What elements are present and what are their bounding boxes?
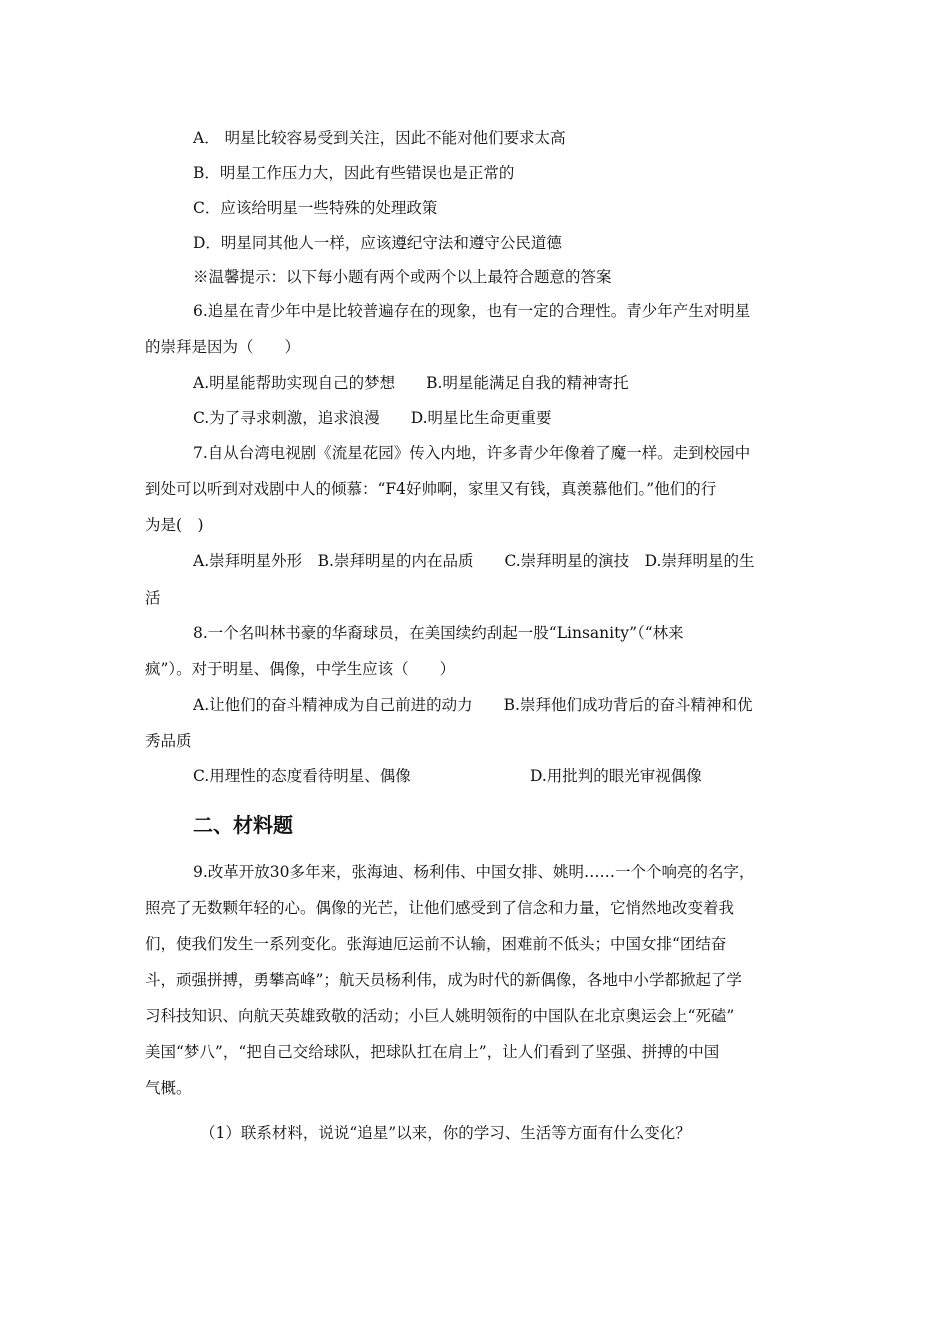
q9-line1: 9.改革开放30多年来，张海迪、杨利伟、中国女排、姚明……一个个响亮的名字，: [193, 863, 755, 881]
q8-option-d: D.用批判的眼光审视偶像: [530, 767, 702, 785]
section-heading: 二、材料题: [193, 813, 293, 837]
q6-stem-line2: 的崇拜是因为（ ）: [145, 338, 301, 356]
q8-options-line1: A.让他们的奋斗精神成为自己前进的动力 B.崇拜他们成功背后的奋斗精神和优: [193, 696, 753, 714]
q7-stem-line2: 到处可以听到对戏剧中人的倾慕：“F4好帅啊，家里又有钱，真羡慕他们。”他们的行: [145, 480, 717, 498]
q5-option-a: A． 明星比较容易受到关注，因此不能对他们要求太高: [193, 129, 566, 147]
q9-line4: 斗，顽强拼搏，勇攀高峰”；航天员杨利伟，成为时代的新偶像，各地中小学都掀起了学: [145, 971, 742, 989]
q7-stem-line1: 7.自从台湾电视剧《流星花园》传入内地，许多青少年像着了魔一样。走到校园中: [193, 444, 751, 462]
q9-line2: 照亮了无数颗年轻的心。偶像的光芒，让他们感受到了信念和力量，它悄然地改变着我: [145, 899, 735, 917]
q8-option-c: C.用理性的态度看待明星、偶像: [193, 767, 411, 785]
q5-option-b: B．明星工作压力大，因此有些错误也是正常的: [193, 164, 515, 182]
q6-options-line1: A.明星能帮助实现自己的梦想 B.明星能满足自我的精神寄托: [193, 374, 629, 392]
tip-note: ※温馨提示：以下每小题有两个或两个以上最符合题意的答案: [193, 268, 612, 286]
q9-line7: 气概。: [145, 1079, 192, 1097]
q8-stem-line1: 8.一个名叫林书豪的华裔球员，在美国续约刮起一股“Linsanity”（“林来: [193, 624, 684, 642]
q8-options-line2: 秀品质: [145, 732, 192, 750]
q9-line6: 美国“梦八”，“把自己交给球队，把球队扛在肩上”，让人们看到了坚强、拼搏的中国: [145, 1043, 720, 1061]
q5-option-d: D．明星同其他人一样，应该遵纪守法和遵守公民道德: [193, 234, 562, 252]
q9-subquestion-1: （1）联系材料，说说“追星”以来，你的学习、生活等方面有什么变化？: [200, 1124, 691, 1142]
q6-options-line2: C.为了寻求刺激，追求浪漫 D.明星比生命更重要: [193, 409, 552, 427]
q7-options-line2: 活: [145, 589, 161, 607]
q9-line3: 们，使我们发生一系列变化。张海迪厄运前不认输，困难前不低头；中国女排“团结奋: [145, 935, 727, 953]
q7-options-line1: A.崇拜明星外形 B.崇拜明星的内在品质 C.崇拜明星的演技 D.崇拜明星的生: [193, 552, 755, 570]
q9-line5: 习科技知识、向航天英雄致敬的活动；小巨人姚明领衔的中国队在北京奥运会上“死磕”: [145, 1007, 735, 1025]
q8-stem-line2: 疯”）。对于明星、偶像，中学生应该（ ）: [145, 660, 456, 678]
q5-option-c: C．应该给明星一些特殊的处理政策: [193, 199, 438, 217]
q7-stem-line3: 为是( ): [145, 516, 204, 534]
q6-stem-line1: 6.追星在青少年中是比较普遍存在的现象，也有一定的合理性。青少年产生对明星: [193, 302, 751, 320]
